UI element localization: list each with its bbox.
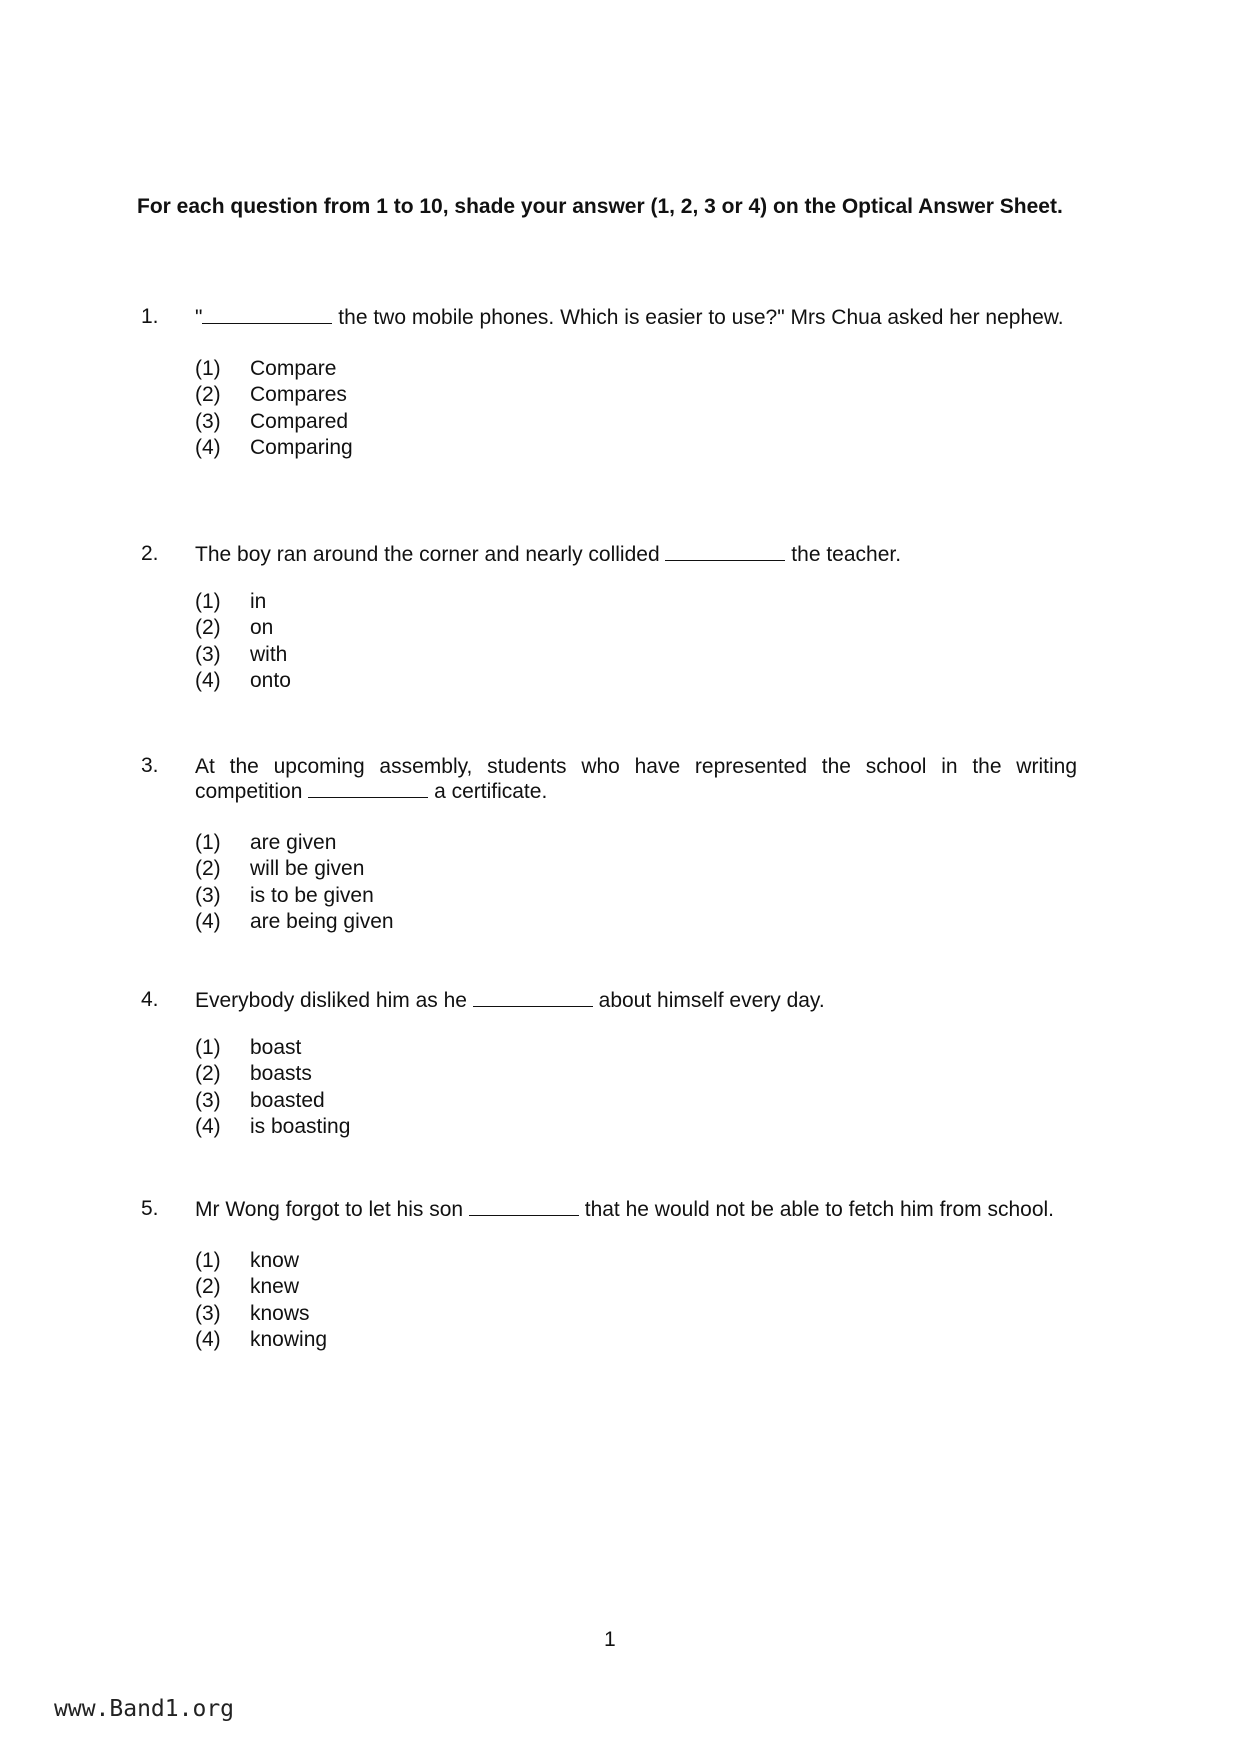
option-label: (1) [195, 1249, 221, 1272]
option-text: is to be given [250, 883, 374, 907]
option-label: (4) [195, 910, 221, 934]
question-text [195, 754, 1077, 804]
option-text: Compares [250, 383, 347, 407]
question-text-before: " [195, 306, 203, 329]
option-1 [195, 589, 1077, 615]
option-1 [195, 1035, 1077, 1061]
question-text-before: Everybody disliked him as he [195, 989, 473, 1012]
question-text-after: the two mobile phones. Which is easier to use?" Mrs Chua asked her nephew. [332, 306, 1064, 329]
option-label: (2) [195, 383, 221, 407]
option-label: (4) [195, 1115, 221, 1139]
question-text-before: Mr Wong forgot to let his son [195, 1198, 469, 1221]
option-2 [195, 1061, 1077, 1087]
answer-blank [202, 305, 332, 324]
options-list [195, 830, 1077, 936]
option-text: on [250, 616, 274, 640]
question-5 [137, 1197, 1077, 1354]
question-text-after: about himself every day. [592, 989, 825, 1012]
answer-blank [665, 542, 785, 561]
watermark: www.Band1.org [54, 1696, 235, 1722]
option-4 [195, 1114, 1077, 1140]
option-text: is boasting [250, 1115, 351, 1139]
option-3 [195, 642, 1077, 668]
question-text [195, 542, 1077, 567]
question-3 [137, 754, 1077, 936]
answer-blank [308, 779, 428, 798]
option-label: (3) [195, 1088, 221, 1112]
option-label: (2) [195, 857, 221, 881]
instructions: For each question from 1 to 10, shade your answer (1, 2, 3 or 4) on the Optical Answer Sheet. [137, 195, 1063, 218]
page-number: 1 [604, 1628, 616, 1651]
option-2 [195, 1274, 1077, 1300]
question-text-before: At the upcoming assembly, students who have represented the school in the writing competition [195, 755, 1077, 803]
option-label: (3) [195, 409, 221, 433]
question-text-after: that he would not be able to fetch him from school. [578, 1198, 1055, 1221]
option-text: onto [250, 669, 291, 693]
question-4 [137, 988, 1077, 1141]
option-label: (1) [195, 1036, 221, 1059]
question-number: 1. [141, 305, 159, 328]
question-number: 4. [141, 988, 159, 1011]
option-4 [195, 909, 1077, 935]
option-text: boast [250, 1036, 302, 1059]
option-label: (2) [195, 1275, 221, 1299]
option-label: (1) [195, 357, 221, 380]
options-list [195, 589, 1077, 695]
question-number: 5. [141, 1197, 159, 1220]
options-list [195, 356, 1077, 462]
question-number: 3. [141, 754, 159, 777]
option-text: are being given [250, 910, 394, 934]
question-number: 2. [141, 542, 159, 565]
option-text: boasted [250, 1088, 325, 1112]
options-list [195, 1248, 1077, 1354]
option-text: in [250, 590, 267, 613]
answer-blank [469, 1197, 579, 1216]
option-2 [195, 856, 1077, 882]
question-text-after: a certificate. [428, 780, 548, 803]
option-1 [195, 1248, 1077, 1274]
option-text: knows [250, 1301, 310, 1325]
option-label: (3) [195, 642, 221, 666]
option-text: will be given [250, 857, 365, 881]
option-label: (3) [195, 1301, 221, 1325]
option-4 [195, 668, 1077, 694]
option-label: (3) [195, 883, 221, 907]
option-2 [195, 615, 1077, 641]
option-text: know [250, 1249, 300, 1272]
option-text: with [250, 642, 288, 666]
option-label: (1) [195, 831, 221, 854]
option-4 [195, 435, 1077, 461]
question-text-after: the teacher. [785, 543, 902, 566]
question-text-before: The boy ran around the corner and nearly collided [195, 543, 666, 566]
question-text [195, 988, 1077, 1013]
options-list [195, 1035, 1077, 1141]
option-text: Compare [250, 357, 337, 380]
option-text: boasts [250, 1062, 312, 1086]
option-1 [195, 830, 1077, 856]
option-label: (4) [195, 436, 221, 460]
question-2 [137, 542, 1077, 695]
option-3 [195, 1301, 1077, 1327]
option-4 [195, 1327, 1077, 1353]
option-text: are given [250, 831, 337, 854]
option-label: (2) [195, 616, 221, 640]
option-3 [195, 1088, 1077, 1114]
option-label: (1) [195, 590, 221, 613]
option-text: Comparing [250, 436, 353, 460]
question-1 [137, 305, 1077, 462]
answer-blank [473, 988, 593, 1007]
option-label: (2) [195, 1062, 221, 1086]
option-3 [195, 883, 1077, 909]
option-3 [195, 409, 1077, 435]
option-label: (4) [195, 669, 221, 693]
question-text [195, 305, 1077, 330]
question-text [195, 1197, 1077, 1222]
option-2 [195, 382, 1077, 408]
option-label: (4) [195, 1328, 221, 1352]
option-1 [195, 356, 1077, 382]
option-text: knowing [250, 1328, 328, 1352]
option-text: knew [250, 1275, 300, 1299]
option-text: Compared [250, 409, 349, 433]
